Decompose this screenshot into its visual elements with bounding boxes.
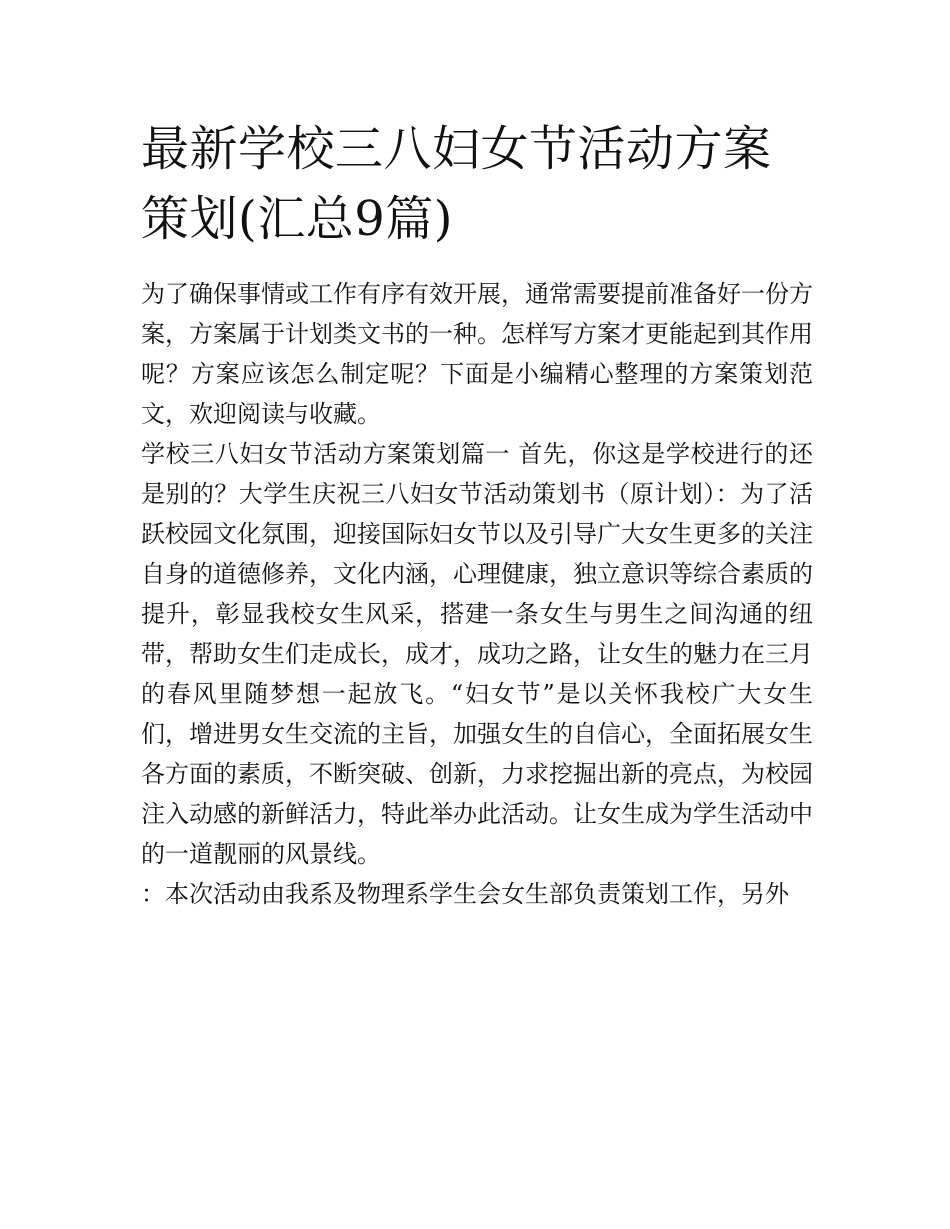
body-paragraph: 学校三八妇女节活动方案策划篇一 首先，你这是学校进行的还是别的？大学生庆祝三八妇女节活动策划书（原计划）：为了活跃校园文化氛围，迎接国际妇女节以及引导广大女生更多的关注自身的道德修养，文化内涵，心理健康，独立意识等综合素质的提升，彰显我校女生风采，搭建一条女生与男生之间沟通的纽带，帮助女生们走成长，成才，成功之路，让女生的魅力在三月的春风里随梦想一起放飞。“妇女节”是以关怀我校广大女生们，增进男女生交流的主旨，加强女生的自信心，全面拓展女生各方面的素质，不断突破、创新，力求挖掘出新的亮点，为校园注入动感的新鲜活力，特此举办此活动。让女生成为学生活动中的一道靓丽的风景线。 [141, 440, 813, 868]
document-page [141, 114, 813, 914]
intro-paragraph: 为了确保事情或工作有序有效开展，通常需要提前准备好一份方案，方案属于计划类文书的一种。怎样写方案才更能起到其作用呢？方案应该怎么制定呢？下面是小编精心整理的方案策划范文，欢迎阅读与收藏。 [141, 280, 813, 428]
body-paragraph: ：本次活动由我系及物理系学生会女生部负责策划工作，另外 [141, 880, 789, 908]
document-title: 最新学校三八妇女节活动方案策划(汇总9篇) [141, 121, 772, 247]
